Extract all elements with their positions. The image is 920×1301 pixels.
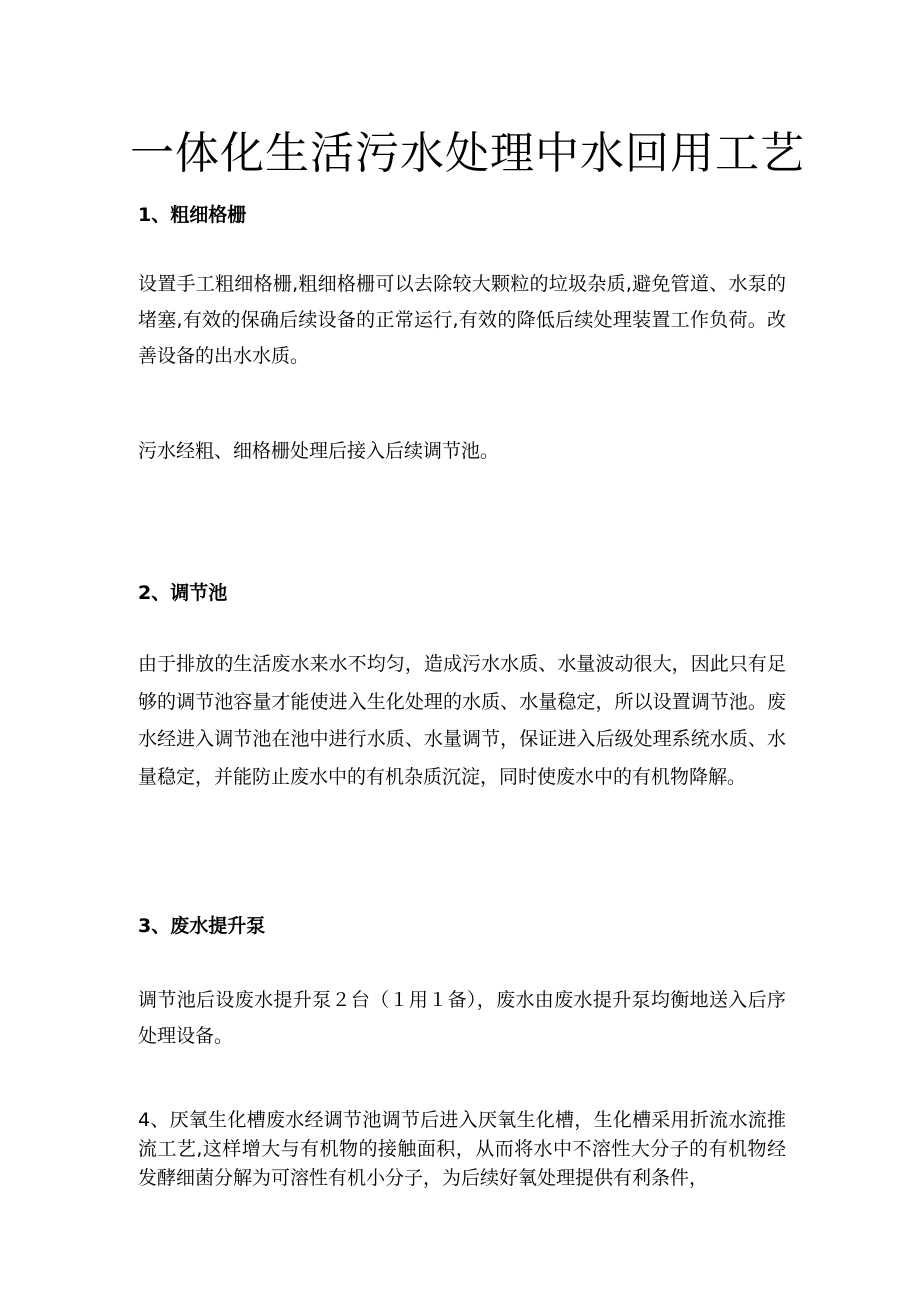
section-heading-lift-pump: 3、废水提升泵 xyxy=(138,915,266,937)
section-heading-coarse-fine-screen: 1、粗细格栅 xyxy=(138,204,247,226)
section-paragraph: 污水经粗、细格栅处理后接入后续调节池。 xyxy=(138,440,500,462)
section-paragraph: 由于排放的生活废水来水不均匀，造成污水水质、水量波动很大，因此只有足够的调节池容量才能使进入生化处理的水质、水量稳定，所以设置调节池。废水经进入调节池在池中进行水质、水量调节，保证进入后级处理系统水质、水量稳定，并能防止废水中的有机杂质沉淀，同时使废水中的有机物降解。 xyxy=(138,653,786,788)
section-heading-equalization-tank: 2、调节池 xyxy=(138,582,228,604)
section-paragraph: 调节池后设废水提升泵２台（１用１备），废水由废水提升泵均衡地送入后序处理设备。 xyxy=(138,989,786,1047)
document-title: 一体化生活污水处理中水回用工艺 xyxy=(130,128,805,179)
section-paragraph-anaerobic-tank: 4、厌氧生化槽废水经调节池调节后进入厌氧生化槽，生化槽采用折流水流推流工艺,这样增大与有机物的接触面积，从而将水中不溶性大分子的有机物经发酵细菌分解为可溶性有机小分子，为后续好氧处理提供有利条件， xyxy=(138,1109,786,1189)
section-paragraph: 设置手工粗细格栅,粗细格栅可以去除较大颗粒的垃圾杂质,避免管道、水泵的堵塞,有效的保确后续设备的正常运行,有效的降低后续处理装置工作负荷。改善设备的出水水质。 xyxy=(138,273,786,367)
